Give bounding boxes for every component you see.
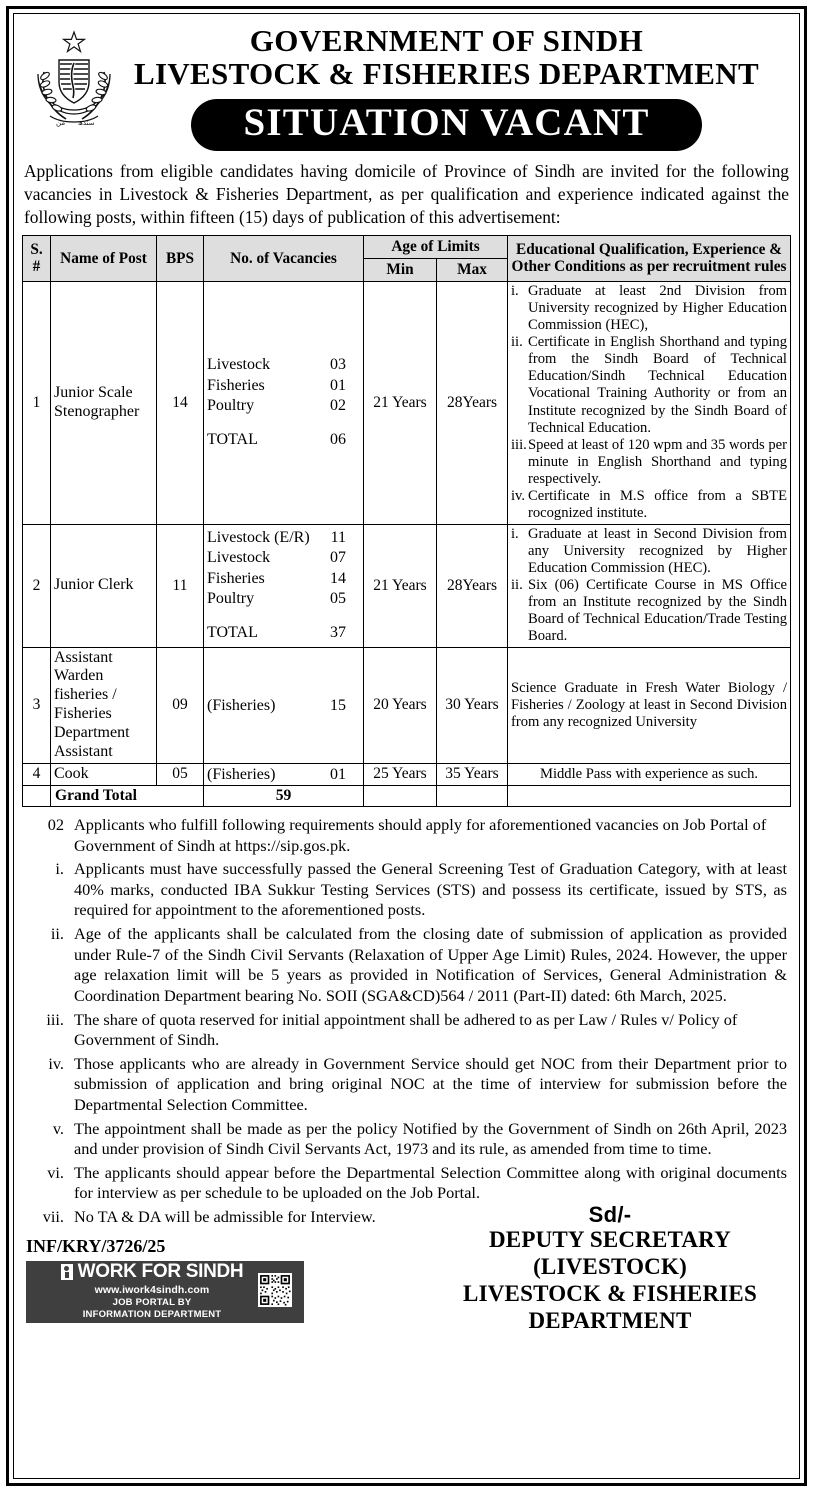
banner-subtitle-1: JOB PORTAL BY bbox=[112, 1297, 192, 1309]
grand-total-value: 59 bbox=[204, 786, 364, 807]
qualification-marker: iii. bbox=[511, 436, 527, 453]
grand-total-max-blank bbox=[437, 786, 508, 807]
row-sno: 2 bbox=[23, 524, 51, 647]
condition-text: Applicants who fulfill following requirements should apply for aforementioned vacancies on Job Portal of Government of Sindh at https://sip.gos.pk. bbox=[74, 815, 767, 855]
header-name-of-post: Name of Post bbox=[51, 236, 157, 281]
vacancy-item-count: 05 bbox=[330, 590, 346, 608]
header-bps: BPS bbox=[157, 236, 204, 281]
row-bps: 11 bbox=[157, 524, 204, 647]
vacancy-item bbox=[207, 396, 360, 416]
page-outer-border bbox=[6, 6, 807, 1486]
banner-title: WORK FOR SINDH bbox=[77, 1261, 244, 1283]
vacancy-item-name: Fisheries bbox=[207, 376, 265, 394]
condition-text: The applicants should appear before the Departmental Selection Committee along with original documents for interview as per schedule to be uploaded on the Job Portal. bbox=[74, 1162, 787, 1203]
situation-vacant-banner: SITUATION VACANT bbox=[191, 99, 701, 151]
condition-marker: ii. bbox=[50, 924, 64, 944]
condition-item bbox=[28, 859, 787, 921]
qualification-marker: ii. bbox=[511, 577, 523, 594]
header-qualification: Educational Qualification, Experience & Other Conditions as per recruitment rules bbox=[508, 236, 791, 281]
condition-text: Applicants must have successfully passed the General Screening Test of Graduation Category, with at least 40% marks, conducted IBA Sukkur Testing Services (STS) and possess its certificate, issued by STS, as required for appointment to the aforementioned posts. bbox=[74, 859, 787, 920]
qualification-item bbox=[511, 437, 787, 488]
condition-item bbox=[28, 1163, 787, 1204]
row-max-age: 28Years bbox=[437, 524, 508, 647]
row-min-age: 21 Years bbox=[364, 281, 437, 524]
vacancy-item-count: 02 bbox=[330, 397, 346, 415]
condition-marker: v. bbox=[52, 1118, 64, 1138]
condition-item bbox=[28, 1119, 787, 1160]
vacancy-item bbox=[207, 548, 360, 568]
banner-subtitle-2: INFORMATION DEPARTMENT bbox=[82, 1309, 222, 1321]
table-header bbox=[23, 236, 791, 281]
header-max-age: Max bbox=[437, 258, 508, 281]
row-vacancies bbox=[204, 524, 364, 647]
grand-total-min-blank bbox=[364, 786, 437, 807]
row-qualification: Middle Pass with experience as such. bbox=[508, 763, 791, 785]
vacancy-item-name: (Fisheries) bbox=[207, 696, 276, 714]
row-bps: 14 bbox=[157, 281, 204, 524]
qualification-text: Graduate at least in Second Division from any University recognized by Higher Education Commission (HEC). bbox=[528, 525, 787, 576]
condition-text: No TA & DA will be admissible for Interview. bbox=[74, 1207, 376, 1226]
vacancy-item bbox=[207, 696, 360, 715]
table-row bbox=[23, 524, 791, 647]
vacancy-item-name: Poultry bbox=[207, 397, 255, 415]
department-title: LIVESTOCK & FISHERIES DEPARTMENT bbox=[134, 56, 759, 92]
condition-marker: 02 bbox=[47, 815, 64, 835]
signature-department-line2: DEPARTMENT bbox=[528, 1308, 692, 1334]
qualification-text: Speed at least of 120 wpm and 35 words per minute in English Shorthand and typing respectively. bbox=[528, 436, 787, 488]
vacancy-item-name: (Fisheries) bbox=[207, 765, 276, 783]
qualification-marker: i. bbox=[511, 282, 519, 299]
qualification-marker: i. bbox=[511, 525, 519, 542]
qualification-item bbox=[511, 283, 787, 334]
signature-wing: (LIVESTOCK) bbox=[533, 1254, 687, 1280]
signature-sd: Sd/- bbox=[588, 1201, 632, 1227]
qualification-text: Certificate in M.S office from a SBTE rocognized institute. bbox=[528, 488, 787, 522]
header-age-of-limits: Age of Limits bbox=[364, 236, 508, 259]
person-badge-icon bbox=[61, 1264, 73, 1280]
condition-marker: vi. bbox=[47, 1162, 64, 1182]
qualification-item bbox=[511, 577, 787, 646]
vacancy-total-row bbox=[207, 430, 360, 450]
row-min-age: 20 Years bbox=[364, 647, 437, 763]
condition-text: Those applicants who are already in Government Service should get NOC from their Department prior to submission of application and bring original NOC at the time of interview for submission before the Departmental Selection Committee. bbox=[74, 1053, 787, 1114]
row-vacancies bbox=[204, 647, 364, 763]
row-post-name: Junior Scale Stenographer bbox=[51, 281, 157, 524]
qualification-text: Graduate at least 2nd Division from University recognized by Higher Education Commission (HEC), bbox=[528, 282, 787, 333]
page-inner-border bbox=[13, 13, 800, 1479]
vacancy-item-count: 01 bbox=[330, 376, 346, 394]
qualification-text: Certificate in English Shorthand and typing from the Sindh Board of Technical Education/Sindh Technical Education Vocational Training Authority or from an Institute recognized by the Sindh Board of Technical Education. bbox=[528, 334, 787, 436]
vacancy-item-name: Livestock bbox=[207, 356, 271, 374]
vacancy-item bbox=[207, 355, 360, 375]
row-sno: 4 bbox=[23, 763, 51, 785]
qualification-marker: ii. bbox=[511, 334, 523, 351]
vacancy-item bbox=[207, 528, 360, 548]
header-sno bbox=[23, 236, 51, 281]
introduction-paragraph: Applications from eligible candidates having domicile of Province of Sindh are invited for the following vacancies in Livestock & Fisheries Department, as per qualification and experience indicated against the following posts, within fifteen (15) days of publication of this advertisement: bbox=[24, 161, 789, 227]
header-sno-line2: # bbox=[32, 258, 41, 276]
row-vacancies bbox=[204, 281, 364, 524]
vacancies-table bbox=[22, 235, 791, 807]
qualification-marker: iv. bbox=[511, 488, 526, 505]
vacancy-total-count: 37 bbox=[330, 623, 346, 641]
vacancy-item-name: Fisheries bbox=[207, 569, 265, 587]
vacancy-item-count: 11 bbox=[330, 528, 346, 546]
vacancy-item bbox=[207, 376, 360, 396]
condition-text: The appointment shall be made as per the policy Notified by the Government of Sindh on 26th April, 2023 and under provision of Sindh Civil Servants Act, 1973 and its rule, as amended from time to time. bbox=[74, 1118, 787, 1159]
table-row bbox=[23, 763, 791, 785]
qualification-item bbox=[511, 334, 787, 437]
qualification-item bbox=[511, 488, 787, 522]
row-qualification: Science Graduate in Fresh Water Biology / Fisheries / Zoology at least in Second Division from any recognized University bbox=[508, 647, 791, 763]
condition-item bbox=[28, 924, 787, 1006]
row-bps: 05 bbox=[157, 763, 204, 785]
vacancy-item bbox=[207, 765, 360, 784]
row-max-age: 30 Years bbox=[437, 647, 508, 763]
header-min-age: Min bbox=[364, 258, 437, 281]
vacancy-item-name: Poultry bbox=[207, 590, 255, 608]
qualification-text: Six (06) Certificate Course in MS Office from an Institute recognized by the Sindh Board of Technical Education/Trade Testing Board. bbox=[528, 577, 787, 645]
vacancy-item-name: Livestock (E/R) bbox=[207, 528, 310, 546]
row-post-name: Cook bbox=[51, 763, 157, 785]
row-post-name: Junior Clerk bbox=[51, 524, 157, 647]
condition-marker: vii. bbox=[42, 1207, 64, 1226]
table-row bbox=[23, 647, 791, 763]
row-max-age: 35 Years bbox=[437, 763, 508, 785]
vacancy-item-count: 15 bbox=[330, 696, 346, 714]
row-sno: 3 bbox=[23, 647, 51, 763]
grand-total-spacer bbox=[23, 786, 51, 807]
row-post-name: Assistant Warden fisheries / Fisheries Department Assistant bbox=[51, 647, 157, 763]
condition-text: Age of the applicants shall be calculated from the closing date of submission of application as provided under Rule-7 of the Sindh Civil Servants (Relaxation of Upper Age Limit) Rules, 2024. However, the upper age relaxation limit will be 5 years as provided in Notification of Services, General Administration & Coordination Department bearing No. SOII (SGA&CD)564 / 2011 (Part-II) dated: 6th March, 2025. bbox=[74, 924, 787, 1005]
inf-reference-number: INF/KRY/3726/25 bbox=[26, 1235, 166, 1256]
grand-total-label: Grand Total bbox=[51, 786, 204, 807]
header-vacancies: No. of Vacancies bbox=[204, 236, 364, 281]
government-title: GOVERNMENT OF SINDH bbox=[249, 23, 644, 58]
row-min-age: 21 Years bbox=[364, 524, 437, 647]
table-row bbox=[23, 281, 791, 524]
row-max-age: 28Years bbox=[437, 281, 508, 524]
vacancy-item bbox=[207, 589, 360, 609]
row-qualification bbox=[508, 281, 791, 524]
banner-title-row bbox=[36, 1262, 268, 1282]
svg-text:سندھ: سندھ bbox=[78, 119, 95, 127]
conditions-list bbox=[28, 815, 787, 1228]
vacancy-item-count: 14 bbox=[330, 569, 346, 587]
qualification-item bbox=[511, 526, 787, 577]
condition-item bbox=[28, 1010, 787, 1051]
condition-text: The share of quota reserved for initial appointment shall be adhered to as per Law / Rules v/ Policy of Government of Sindh. bbox=[74, 1009, 738, 1050]
vacancy-item-count: 01 bbox=[330, 765, 346, 783]
condition-item bbox=[28, 1054, 787, 1116]
signature-department-line1: LIVESTOCK & FISHERIES bbox=[463, 1281, 757, 1307]
grand-total-qual-blank bbox=[508, 786, 791, 807]
row-sno: 1 bbox=[23, 281, 51, 524]
vacancy-item-count: 03 bbox=[330, 356, 346, 374]
condition-item bbox=[28, 815, 787, 856]
banner-website[interactable]: www.iwork4sindh.com bbox=[94, 1284, 210, 1297]
vacancy-total-count: 06 bbox=[330, 430, 346, 448]
grand-total-row bbox=[23, 786, 791, 807]
svg-text:من: من bbox=[56, 119, 66, 127]
header-title-block bbox=[102, 24, 791, 151]
row-vacancies bbox=[204, 763, 364, 785]
qr-code-icon[interactable] bbox=[258, 1273, 292, 1307]
signature-designation: DEPUTY SECRETARY bbox=[488, 1227, 731, 1253]
vacancy-item bbox=[207, 569, 360, 589]
condition-marker: iii. bbox=[46, 1009, 64, 1029]
vacancy-item-count: 07 bbox=[330, 549, 346, 567]
condition-marker: i. bbox=[55, 859, 64, 879]
row-qualification bbox=[508, 524, 791, 647]
vacancy-total-label: TOTAL bbox=[207, 430, 258, 448]
row-min-age: 25 Years bbox=[364, 763, 437, 785]
signature-block bbox=[445, 1202, 775, 1335]
vacancy-item-name: Livestock bbox=[207, 549, 271, 567]
row-bps: 09 bbox=[157, 647, 204, 763]
vacancy-total-row bbox=[207, 623, 360, 643]
header-sno-line1: S. bbox=[30, 240, 43, 258]
condition-marker: iv. bbox=[48, 1053, 64, 1073]
document-header bbox=[22, 20, 791, 151]
iwork4sindh-banner[interactable] bbox=[26, 1261, 304, 1323]
vacancy-total-label: TOTAL bbox=[207, 623, 258, 641]
